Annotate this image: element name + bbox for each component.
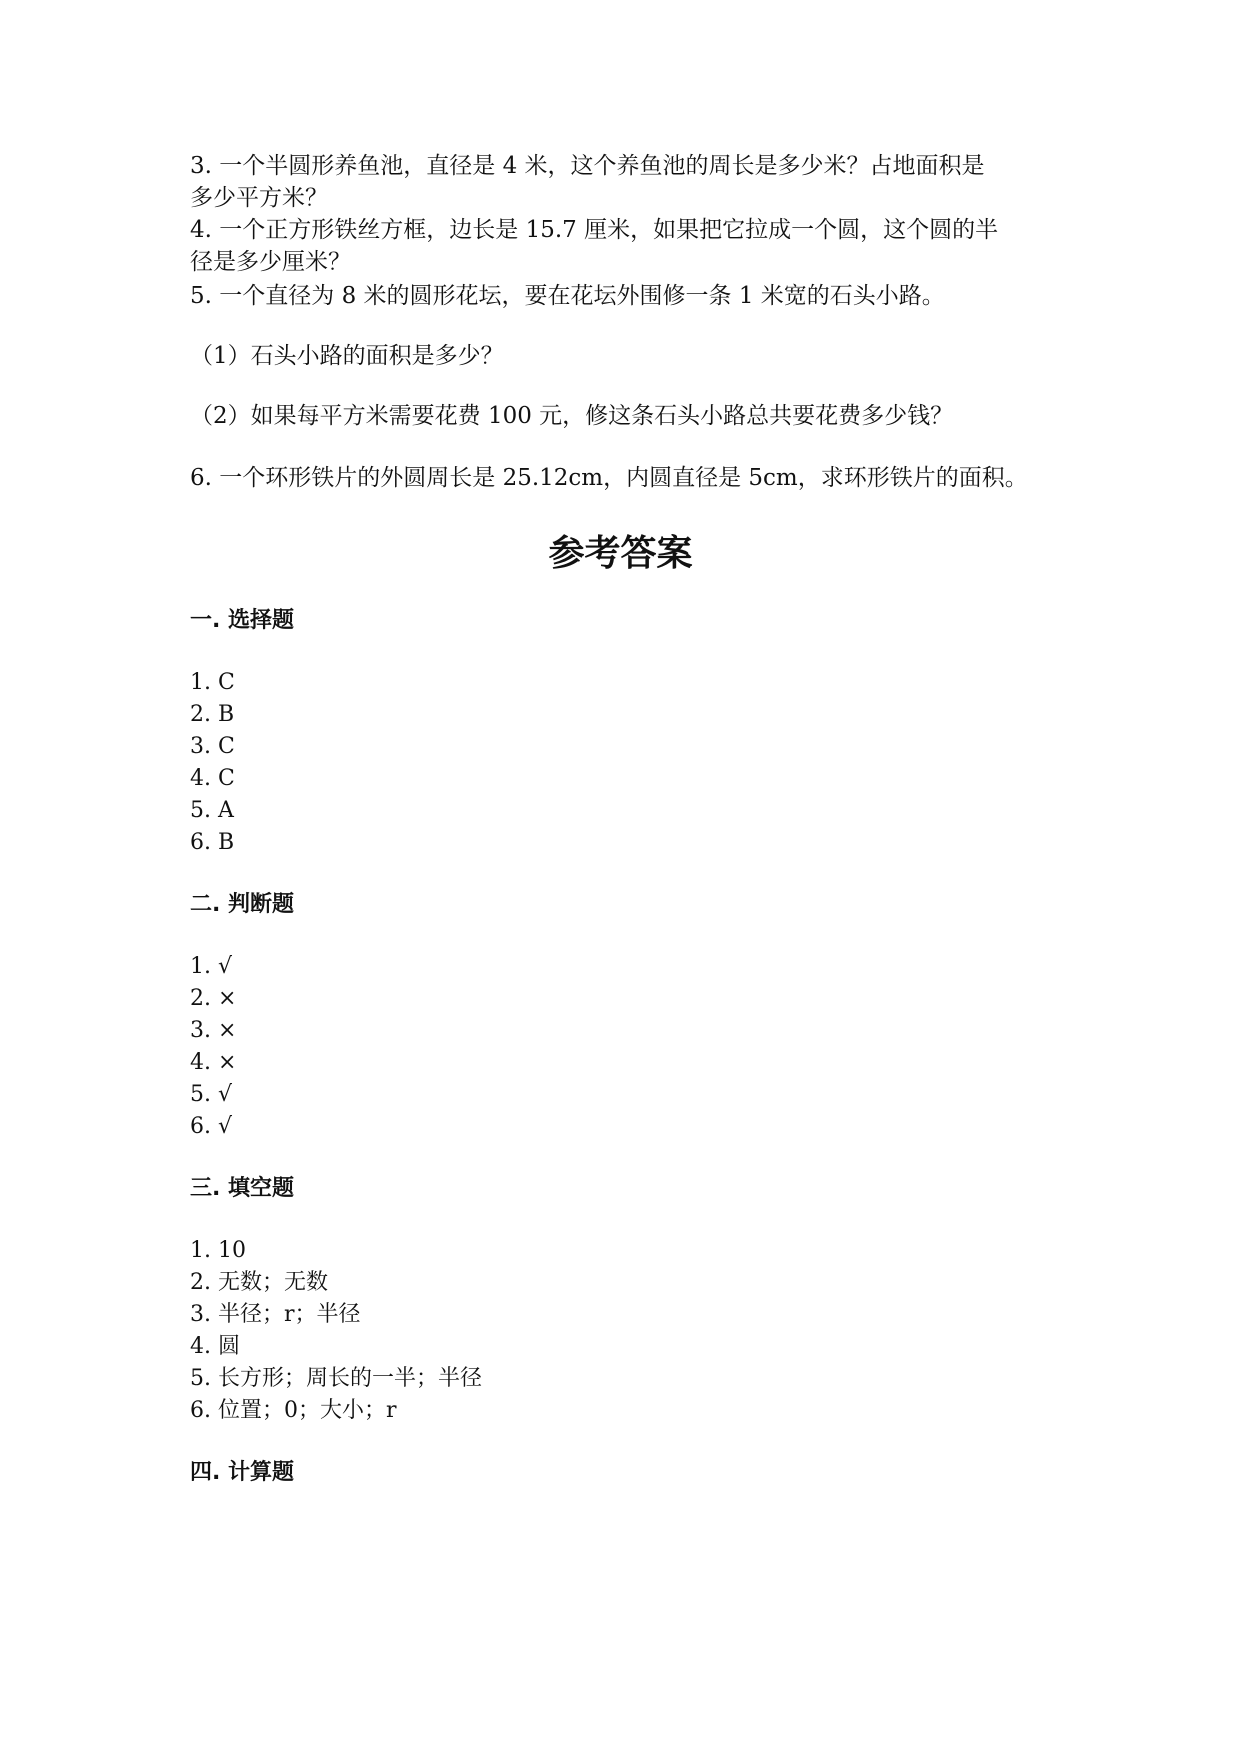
answer-item: 3. × xyxy=(190,1018,237,1043)
answer-item: 6. B xyxy=(190,830,235,855)
answer-item: 5. 长方形；周长的一半；半径 xyxy=(190,1366,482,1391)
answer-item: 2. 无数；无数 xyxy=(190,1270,328,1295)
answer-item: 3. 半径；r；半径 xyxy=(190,1302,361,1327)
question-5-line-1: 5. 一个直径为 8 米的圆形花坛，要在花坛外围修一条 1 米宽的石头小路。 xyxy=(190,283,945,309)
question-4-line-2: 径是多少厘米？ xyxy=(190,249,351,275)
answer-item: 5. √ xyxy=(190,1082,233,1107)
answer-item: 1. C xyxy=(190,670,235,695)
answer-item: 6. 位置；0；大小；r xyxy=(190,1398,397,1423)
answer-item: 4. 圆 xyxy=(190,1334,240,1359)
answer-item: 4. C xyxy=(190,766,235,791)
answer-item: 4. × xyxy=(190,1050,237,1075)
answer-item: 1. √ xyxy=(190,954,233,979)
section-heading-calculation: 四. 计算题 xyxy=(190,1460,295,1485)
answer-item: 5. A xyxy=(190,798,234,823)
question-5-sub-1: （1）石头小路的面积是多少？ xyxy=(190,343,504,369)
section-heading-fill-blank: 三. 填空题 xyxy=(190,1176,295,1201)
answer-item: 2. B xyxy=(190,702,235,727)
question-6-line-1: 6. 一个环形铁片的外圆周长是 25.12cm，内圆直径是 5cm，求环形铁片的面积。 xyxy=(190,465,1028,491)
question-3-line-2: 多少平方米？ xyxy=(190,185,328,211)
section-heading-judgement: 二. 判断题 xyxy=(190,892,295,917)
question-4-line-1: 4. 一个正方形铁丝方框，边长是 15.7 厘米，如果把它拉成一个圆，这个圆的半 xyxy=(190,217,999,243)
answer-item: 2. × xyxy=(190,986,237,1011)
answer-item: 6. √ xyxy=(190,1114,233,1139)
question-5-sub-2: （2）如果每平方米需要花费 100 元，修这条石头小路总共要花费多少钱？ xyxy=(190,403,954,429)
answer-title: 参考答案 xyxy=(548,533,693,574)
section-heading-choice: 一. 选择题 xyxy=(190,608,295,633)
question-3-line-1: 3. 一个半圆形养鱼池，直径是 4 米，这个养鱼池的周长是多少米？占地面积是 xyxy=(190,153,985,179)
answer-item: 1. 10 xyxy=(190,1238,246,1263)
answer-item: 3. C xyxy=(190,734,235,759)
